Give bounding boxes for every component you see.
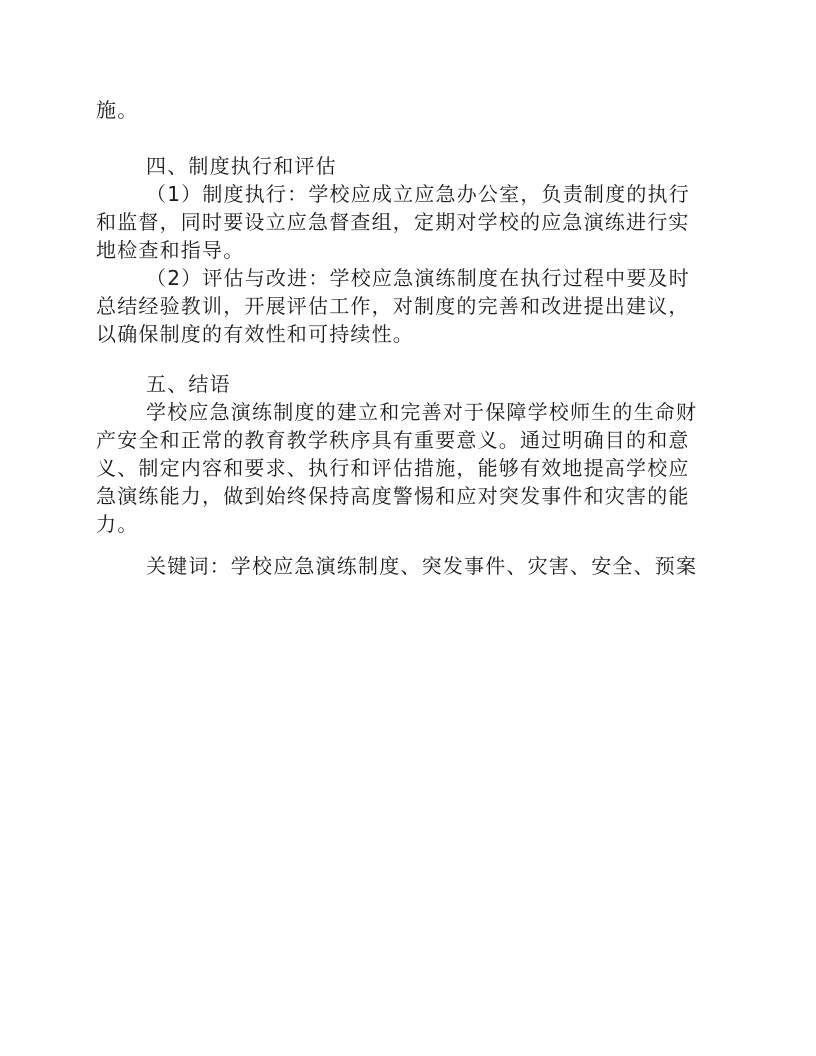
- section-5-heading: 五、结语: [146, 372, 231, 396]
- section-5-line-2: 产安全和正常的教育教学秩序具有重要意义。通过明确目的和意: [96, 428, 690, 452]
- section-4-item-1-line-3: 地检查和指导。: [96, 238, 245, 262]
- section-4-item-2-line-1: （2）评估与改进：学校应急演练制度在执行过程中要及时: [146, 266, 690, 290]
- section-4-heading: 四、制度执行和评估: [146, 154, 337, 178]
- section-4-item-2-line-3: 以确保制度的有效性和可持续性。: [96, 322, 414, 346]
- paragraph-fragment: 施。: [96, 98, 139, 122]
- section-4-item-1-line-2: 和监督，同时要设立应急督查组，定期对学校的应急演练进行实: [96, 210, 690, 234]
- section-5-line-1: 学校应急演练制度的建立和完善对于保障学校师生的生命财: [146, 400, 698, 424]
- section-5-line-5: 力。: [96, 512, 139, 536]
- keywords-line: 关键词：学校应急演练制度、突发事件、灾害、安全、预案: [146, 554, 698, 578]
- section-4-item-2-line-2: 总结经验教训，开展评估工作，对制度的完善和改进提出建议，: [96, 294, 690, 318]
- section-5-line-3: 义、制定内容和要求、执行和评估措施，能够有效地提高学校应: [96, 456, 690, 480]
- section-4-item-1-line-1: （1）制度执行：学校应成立应急办公室，负责制度的执行: [146, 182, 690, 206]
- section-5-line-4: 急演练能力，做到始终保持高度警惕和应对突发事件和灾害的能: [96, 484, 690, 508]
